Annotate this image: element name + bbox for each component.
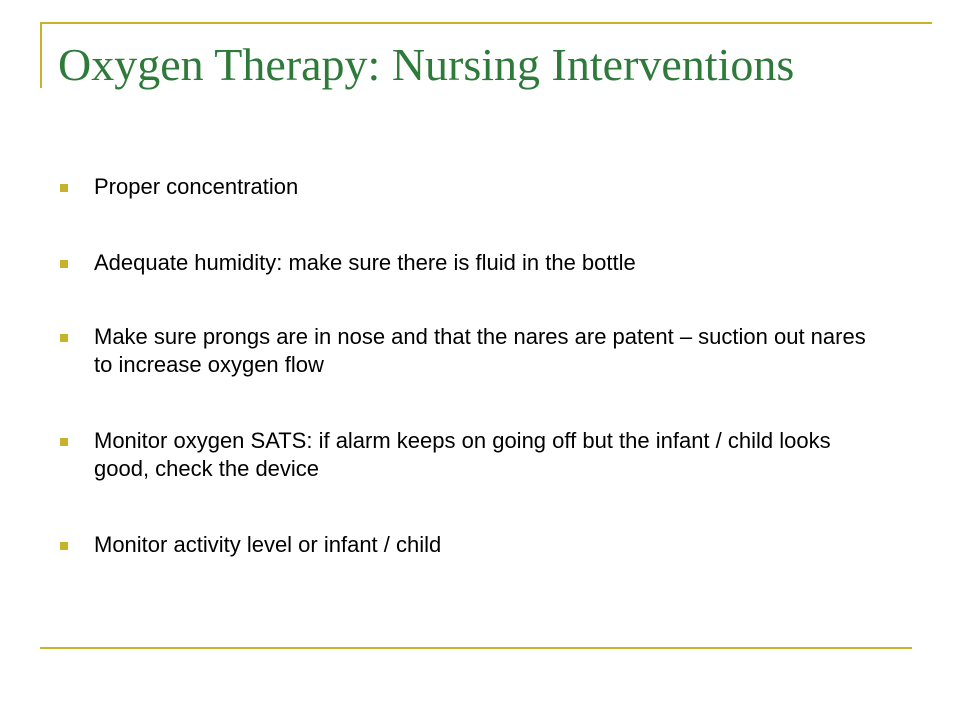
bullet-text: Make sure prongs are in nose and that the nares are patent – suction out nares to increase oxygen flow xyxy=(94,324,866,377)
top-rule xyxy=(40,22,932,24)
square-bullet-icon xyxy=(60,184,68,192)
bullet-text: Adequate humidity: make sure there is fluid in the bottle xyxy=(94,250,636,275)
bottom-rule xyxy=(40,647,912,649)
square-bullet-icon xyxy=(60,334,68,342)
square-bullet-icon xyxy=(60,438,68,446)
square-bullet-icon xyxy=(60,260,68,268)
square-bullet-icon xyxy=(60,542,68,550)
bullet-text: Monitor oxygen SATS: if alarm keeps on going off but the infant / child looks good, check the device xyxy=(94,428,831,481)
left-rule xyxy=(40,22,42,88)
bullet-text: Proper concentration xyxy=(94,174,299,199)
slide-title: Oxygen Therapy: Nursing Interventions xyxy=(58,39,795,90)
bullet-text: Monitor activity level or infant / child xyxy=(94,532,442,557)
